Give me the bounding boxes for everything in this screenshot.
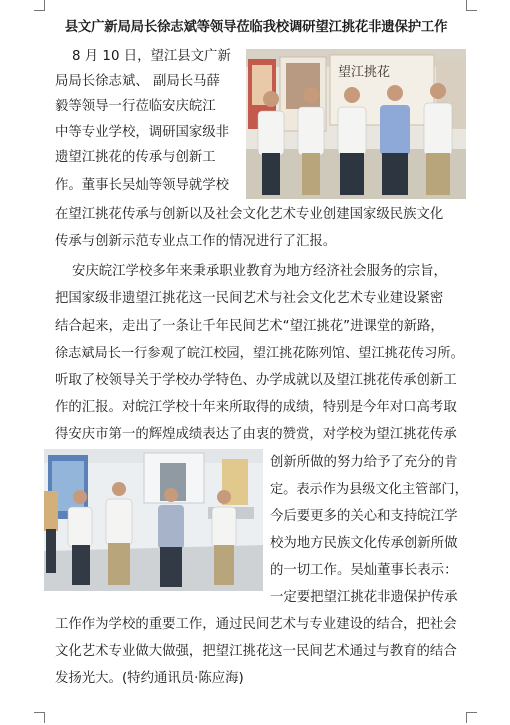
body-line: 发扬光大。(特约通讯员·陈应海) (55, 671, 244, 686)
crop-mark-bottom-left (34, 712, 45, 723)
body-line: 安庆皖江学校多年来秉承职业教育为地方经济社会服务的宗旨， (72, 264, 447, 279)
body-line: 结合起来，走出了一条让千年民间艺术“望江挑花”进课堂的新路， (55, 319, 444, 334)
hallway-visit-photo (44, 449, 263, 591)
body-line: 遗望江挑花的传承与创新工 (55, 150, 216, 165)
body-line: 作的汇报。对皖江学校十年来所取得的成绩，特别是今年对口高考取 (55, 400, 457, 415)
body-line: 8 月 10 日，望江县文广新 (72, 49, 231, 64)
group-photo (246, 49, 466, 199)
body-line: 中等专业学校，调研国家级非 (55, 125, 230, 140)
body-line: 毅等领导一行莅临安庆皖江 (55, 99, 216, 114)
crop-mark-top-left (34, 0, 45, 11)
body-line: 把国家级非遗望江挑花这一民间艺术与社会文化艺术专业建设紧密 (55, 291, 444, 306)
body-line: 定。表示作为县级文化主管部门， (270, 482, 468, 497)
body-line: 局局长徐志斌、 副局长马薛 (55, 74, 220, 89)
article-title: 县文广新局局长徐志斌等领导莅临我校调研望江挑花非遗保护工作 (64, 20, 448, 35)
body-line: 创新所做的努力给予了充分的肯 (270, 455, 458, 470)
body-line: 的一切工作。吴灿董事长表示： (270, 563, 458, 578)
body-line: 校为地方民族文化传承创新所做 (270, 536, 458, 551)
crop-mark-bottom-right (466, 712, 477, 723)
crop-mark-top-right (466, 0, 477, 11)
body-line: 一定要把望江挑花非遗保护传承 (270, 590, 458, 605)
body-line: 文化艺术专业做大做强，把望江挑花这一民间艺术通过与教育的结合 (55, 644, 457, 659)
body-line: 作。董事长吴灿等领导就学校 (55, 178, 230, 193)
body-line: 传承与创新示范专业点工作的情况进行了汇报。 (55, 234, 337, 249)
photo-banner-text: 望江挑花 (338, 65, 391, 80)
body-line: 工作作为学校的重要工作，通过民间艺术与专业建设的结合，把社会 (55, 617, 457, 632)
body-line: 在望江挑花传承与创新以及社会文化艺术专业创建国家级民族文化 (55, 207, 444, 222)
body-line: 听取了校领导关于学校办学特色、办学成就以及望江挑花传承创新工 (55, 373, 457, 388)
body-line: 今后要更多的关心和支持皖江学 (270, 509, 458, 524)
body-line: 徐志斌局长一行参观了皖江校园，望江挑花陈列馆、望江挑花传习所。 (55, 346, 464, 361)
body-line: 得安庆市第一的辉煌成绩表达了由衷的赞赏，对学校为望江挑花传承 (55, 427, 457, 442)
